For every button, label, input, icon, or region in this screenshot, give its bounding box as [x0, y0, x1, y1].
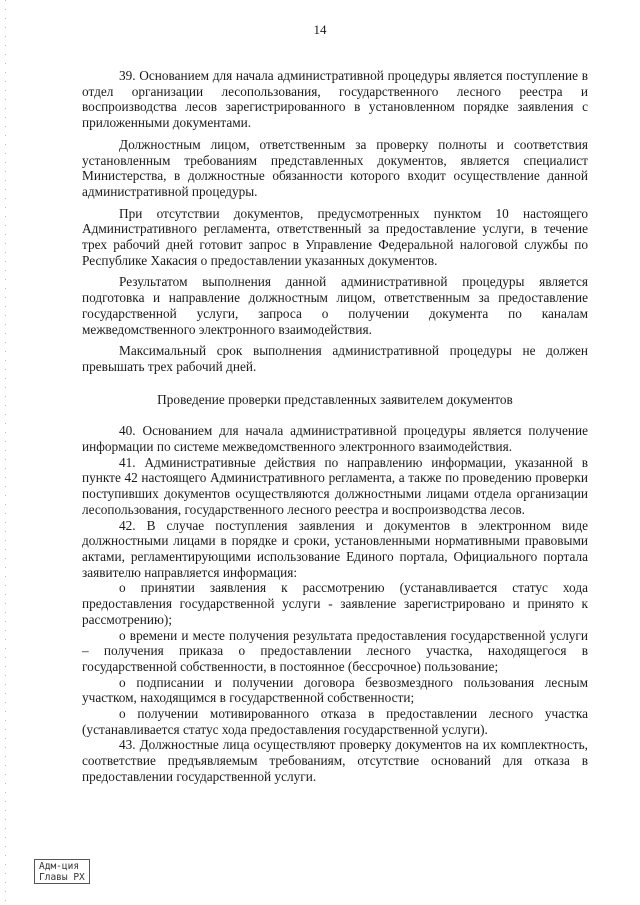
list-item-contract: о подписании и получении договора безвозмездного пользования лесным участком, находящимся в государственной собственности;	[82, 674, 588, 706]
paragraph-41: 41. Административные действия по направлению информации, указанной в пункте 42 настоящего Административного регламента, а также по проведению проверки поступивших документов осуществляются должностными лицами отдела организации лесопользования, государственного лесного реестра и воспроизводства лесов.	[82, 454, 588, 517]
paragraph-missing-documents: При отсутствии документов, предусмотренных пунктом 10 настоящего Административного регламента, ответственный за предоставление услуги, в течение трех рабочий дней готовит запрос в Управление Федеральной налоговой службы по Республике Хакасия о предоставлении указанных документов.	[82, 205, 588, 268]
scan-edge-marks	[5, 0, 6, 905]
paragraph-43: 43. Должностные лица осуществляют проверку документов на их комплектность, соответствие предъявляемым требованиям, отсутствие оснований для отказа в предоставлении государственной услуги.	[82, 737, 588, 784]
paragraph-max-term: Максимальный срок выполнения административной процедуры не должен превышать трех рабочий дней.	[82, 343, 588, 374]
list-item-time-place: о времени и месте получения результата предоставления государственной услуги – получения приказа о предоставлении лесного участка, находящегося в государственной собственности, в постоянное (бессрочное) пользование;	[82, 627, 588, 674]
section-heading: Проведение проверки представленных заявителем документов	[157, 391, 513, 407]
stamp-line-2: Главы РХ	[39, 872, 85, 883]
document-body	[82, 68, 588, 785]
paragraph-42: 42. В случае поступления заявления и документов в электронном виде должностными лицами в порядке и сроки, установленными нормативными правовыми актами, регламентирующими использование Единого портала, Официального портала заявителю направляется информация:	[82, 517, 588, 580]
registry-stamp	[34, 859, 90, 884]
paragraph-39: 39. Основанием для начала административной процедуры является поступление в отдел организации лесопользования, государственного лесного реестра и воспроизводства лесов зарегистрированного в установленном порядке заявления с приложенными документами.	[82, 68, 588, 131]
paragraph-responsible-person: Должностным лицом, ответственным за проверку полноты и соответствия установленным требованиям представленных документов, является специалист Министерства, в должностные обязанности которого входит осуществление данной административной процедуры.	[82, 136, 588, 199]
list-item-acceptance: о принятии заявления к рассмотрению (устанавливается статус хода предоставления государственной услуги - заявление зарегистрировано и принято к рассмотрению);	[82, 580, 588, 627]
stamp-line-1: Адм-ция	[39, 861, 80, 872]
list-item-refusal: о получении мотивированного отказа в предоставлении лесного участка (устанавливается статус хода предоставления государственной услуги).	[82, 706, 588, 737]
page-number: 14	[313, 22, 327, 37]
paragraph-40: 40. Основанием для начала административной процедуры является получение информации по системе межведомственного электронного взаимодействия.	[82, 423, 588, 455]
paragraph-result: Результатом выполнения данной административной процедуры является подготовка и направление должностным лицом, ответственным за предоставление государственной услуги, запроса о получении документа по каналам межведомственного электронного взаимодействия.	[82, 274, 588, 337]
